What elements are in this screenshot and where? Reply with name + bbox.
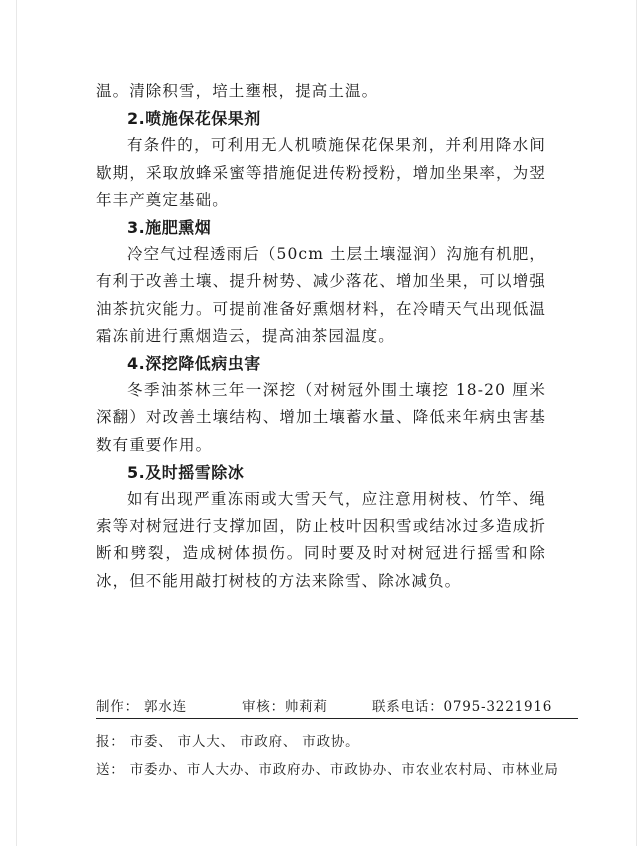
send-to-line: 送： 市委办、市人大办、市政府办、市政协办、市农业农村局、市林业局 — [96, 762, 559, 778]
paragraph-deep-digging: 冬季油茶林三年一深挖（对树冠外围土壤挖 18-20 厘米深翻）对改善土壤结构、增加土壤蓄水量、降低来年病虫害基数有重要作用。 — [96, 381, 546, 454]
paragraph-continuation: 温。清除积雪，培土壅根，提高土温。 — [96, 82, 379, 100]
heading-deep-digging: 4.深挖降低病虫害 — [127, 354, 261, 374]
report-to-line: 报： 市委、 市人大、 市政府、 市政协。 — [96, 734, 360, 750]
heading-shake-snow: 5.及时摇雪除冰 — [127, 462, 245, 482]
footer-credits-row — [96, 696, 578, 719]
heading-spray-protectant: 2.喷施保花保果剂 — [127, 109, 261, 129]
document-footer — [96, 696, 578, 784]
page-border-right — [636, 0, 637, 846]
producer-label: 制作： 郭水连 — [96, 699, 187, 715]
document-body — [96, 78, 546, 595]
paragraph-spray-protectant: 有条件的，可利用无人机喷施保花保果剂，并利用降水间歇期，采取放蜂采蜜等措施促进传粉授粉，增加坐果率，为翌年丰产奠定基础。 — [96, 136, 546, 209]
page-border-left — [16, 0, 17, 846]
heading-fertilize-smoke: 3.施肥熏烟 — [127, 218, 212, 238]
reviewer-label: 审核：帅莉莉 — [242, 699, 328, 715]
contact-phone: 联系电话：0795-3221916 — [372, 699, 553, 715]
paragraph-shake-snow: 如有出现严重冻雨或大雪天气，应注意用树枝、竹竿、绳索等对树冠进行支撑加固，防止枝叶因积雪或结冰过多造成折断和劈裂，造成树体损伤。同时要及时对树冠进行摇雪和除冰，但不能用敲打树枝的方法来除雪、除冰减负。 — [96, 490, 546, 590]
paragraph-fertilize-smoke: 冷空气过程透雨后（50cm 土层土壤湿润）沟施有机肥，有利于改善土壤、提升树势、减少落花、增加坐果，可以增强油茶抗灾能力。可提前准备好熏烟材料，在冷晴天气出现低温霜冻前进行熏烟造云，提高油茶园温度。 — [96, 245, 546, 345]
